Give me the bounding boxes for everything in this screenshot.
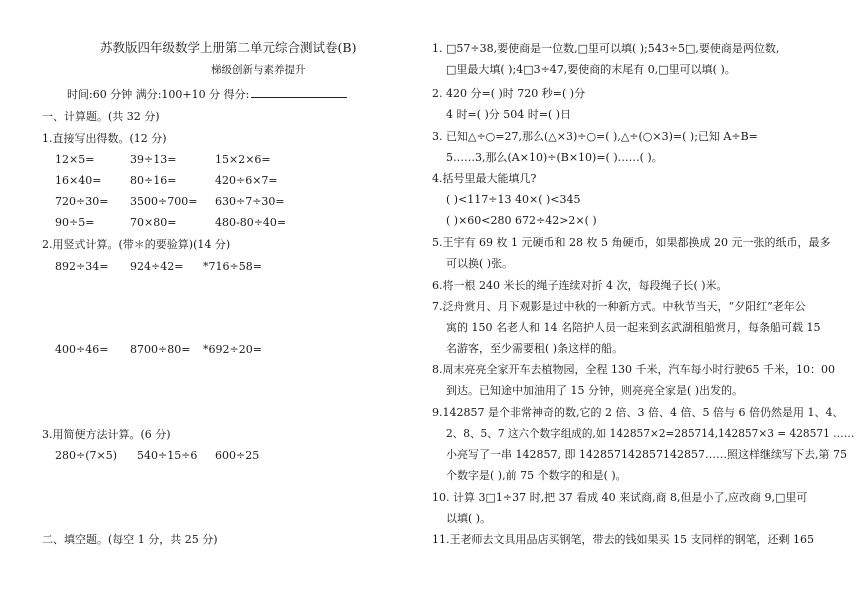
fill-line: 9.142857 是个非常神奇的数,它的 2 倍、3 倍、4 倍、5 倍与 6 倍仍然是用 1、4、 — [432, 406, 844, 419]
fill-line: 寓的 150 名老人和 14 名陪护人员一起来到玄武湖租船赏月，每条船可载 15 — [446, 321, 821, 334]
q1-heading: 1.直接写出得数。(12 分) — [42, 132, 167, 145]
q1-cell: 70×80= — [130, 216, 177, 229]
q1-cell: 420÷6×7= — [215, 174, 278, 187]
q3-cell: 600÷25 — [215, 449, 260, 462]
q1-cell: 80÷16= — [130, 174, 177, 187]
q2-cell: 924÷42= — [130, 260, 184, 273]
fill-line: 4.括号里最大能填几? — [432, 172, 537, 185]
fill-line: 1. □57÷38,要使商是一位数,□里可以填( );543÷5□,要使商是两位数, — [432, 42, 780, 55]
q2-cell: 400÷46= — [55, 343, 109, 356]
fill-line: 名游客，至少需要租( )条这样的船。 — [446, 342, 624, 355]
fill-line: 以填( )。 — [446, 512, 492, 525]
q2-cell: 892÷34= — [55, 260, 109, 273]
q2-cell: 8700÷80= — [130, 343, 191, 356]
exam-info-text: 时间:60 分钟 满分:100+10 分 得分: — [67, 88, 250, 101]
q1-cell: 12×5= — [55, 153, 95, 166]
q1-cell: 720÷30= — [55, 195, 109, 208]
section-1-heading: 一、计算题。(共 32 分) — [42, 110, 160, 123]
q3-heading: 3.用简便方法计算。(6 分) — [42, 428, 171, 441]
q2-cell: *692÷20= — [203, 343, 262, 356]
q1-cell: 15×2×6= — [215, 153, 271, 166]
q3-cell: 280÷(7×5) — [55, 449, 118, 462]
q1-cell: 630÷7÷30= — [215, 195, 285, 208]
fill-line: 11.王老师去文具用品店买钢笔，带去的钱如果买 15 支同样的钢笔，还剩 165 — [432, 533, 814, 546]
q2-heading: 2.用竖式计算。(带＊的要验算)(14 分) — [42, 238, 231, 251]
fill-line: 6.将一根 240 米长的绳子连续对折 4 次，每段绳子长( )米。 — [432, 279, 728, 292]
fill-line: □里最大填( );4□3÷47,要使商的末尾有 0,□里可以填( )。 — [446, 63, 736, 76]
q2-cell: *716÷58= — [203, 260, 262, 273]
fill-line: 7.泛舟赏月、月下观影是过中秋的一种新方式。中秋节当天，“夕阳红”老年公 — [432, 300, 806, 313]
fill-line: 8.周末亮亮全家开车去植物园，全程 130 千米，汽车每小时行驶65 千米，10：00 — [432, 363, 835, 376]
score-blank — [251, 87, 347, 98]
fill-line: 到达。已知途中加油用了 15 分钟，则亮亮全家是( )出发的。 — [446, 384, 744, 397]
exam-info — [67, 87, 347, 102]
q1-cell: 3500÷700= — [130, 195, 198, 208]
fill-line: ( )<117÷13 40×( )<345 — [446, 193, 581, 206]
section-2-heading: 二、填空题。(每空 1 分，共 25 分) — [42, 533, 218, 546]
fill-line: 10. 计算 3□1÷37 时,把 37 看成 40 来试商,商 8,但是小了,应改商 9,□里可 — [432, 491, 808, 504]
q3-cell: 540÷15÷6 — [137, 449, 198, 462]
fill-line: 3. 已知△÷○=27,那么(△×3)÷○=( ),△÷(○×3)=( );已知 A÷B= — [432, 130, 758, 143]
fill-line: 4 时=( )分 504 时=( )日 — [446, 108, 572, 121]
fill-line: 2. 420 分=( )时 720 秒=( )分 — [432, 87, 586, 100]
fill-line: 个数字是( ),前 75 个数字的和是( )。 — [446, 469, 627, 482]
fill-line: 5……3,那么(A×10)÷(B×10)=( )……( )。 — [446, 151, 663, 164]
fill-line: 小亮写了一串 142857, 即 142857142857142857……照这样继续写下去,第 75 — [446, 448, 847, 461]
fill-line: 2、8、5、7 这六个数字组成的,如 142857×2=285714,142857×3 = 428571 …… — [446, 427, 855, 440]
q1-cell: 480-80÷40= — [215, 216, 287, 229]
q1-cell: 90÷5= — [55, 216, 95, 229]
page-title: 苏教版四年级数学上册第二单元综合测试卷(B) — [100, 40, 357, 55]
fill-line: 5.王宇有 69 枚 1 元硬币和 28 枚 5 角硬币，如果都换成 20 元一张的纸币，最多 — [432, 236, 831, 249]
fill-line: ( )×60<280 672÷42>2×( ) — [446, 214, 597, 227]
q1-cell: 39÷13= — [130, 153, 177, 166]
fill-line: 可以换( )张。 — [446, 257, 514, 270]
page-subtitle: 梯级创新与素养提升 — [211, 64, 306, 76]
q1-cell: 16×40= — [55, 174, 102, 187]
